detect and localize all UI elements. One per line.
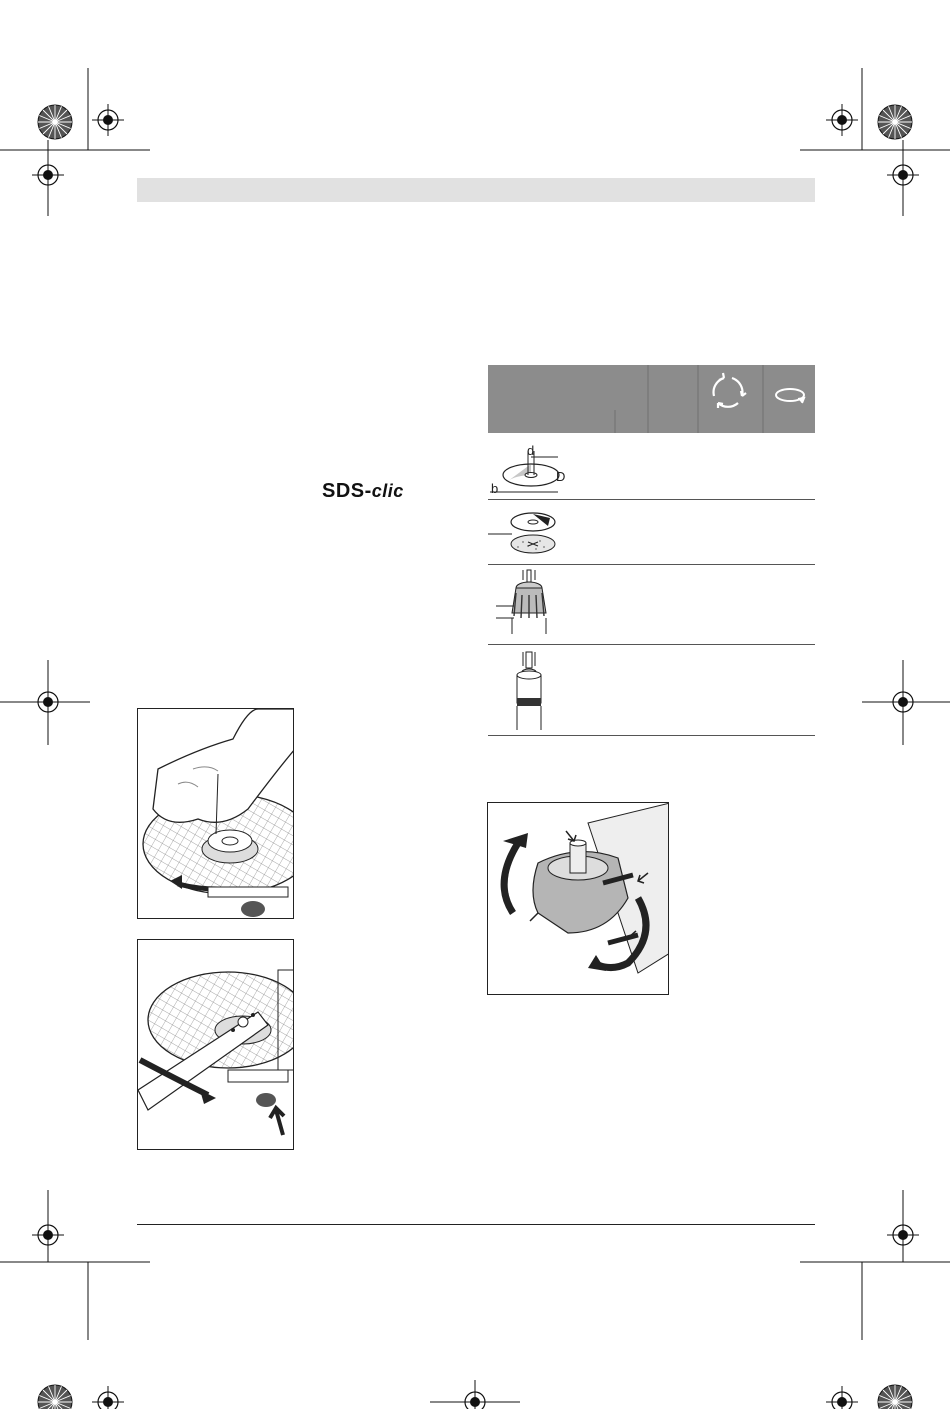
recycle-arrows-icon (714, 373, 746, 408)
page-footer-rule (137, 1224, 815, 1225)
core-bit-illustration (488, 650, 578, 732)
figure-rotating-gear-head (487, 802, 669, 995)
logo-suffix: clic (371, 481, 404, 501)
table-row-divider (488, 564, 815, 565)
label-b: b (491, 481, 499, 496)
tool-table-header (488, 365, 815, 433)
label-d: d (527, 443, 535, 458)
table-row-divider (488, 644, 815, 645)
cup-brush-illustration (488, 568, 578, 638)
label-D: D (556, 469, 566, 484)
sds-clic-logo (322, 480, 404, 503)
figure-hand-tighten-nut (137, 708, 294, 919)
grinding-disc-illustration (488, 443, 578, 497)
table-header-graphics (488, 365, 815, 433)
table-row-divider (488, 499, 815, 500)
flap-disc-illustration (488, 504, 578, 560)
figure-two-pin-spanner (137, 939, 294, 1150)
rotation-arrow-icon (776, 389, 804, 403)
logo-prefix: SDS- (322, 480, 372, 502)
page-header-bar (137, 178, 815, 202)
table-row-divider (488, 735, 815, 736)
